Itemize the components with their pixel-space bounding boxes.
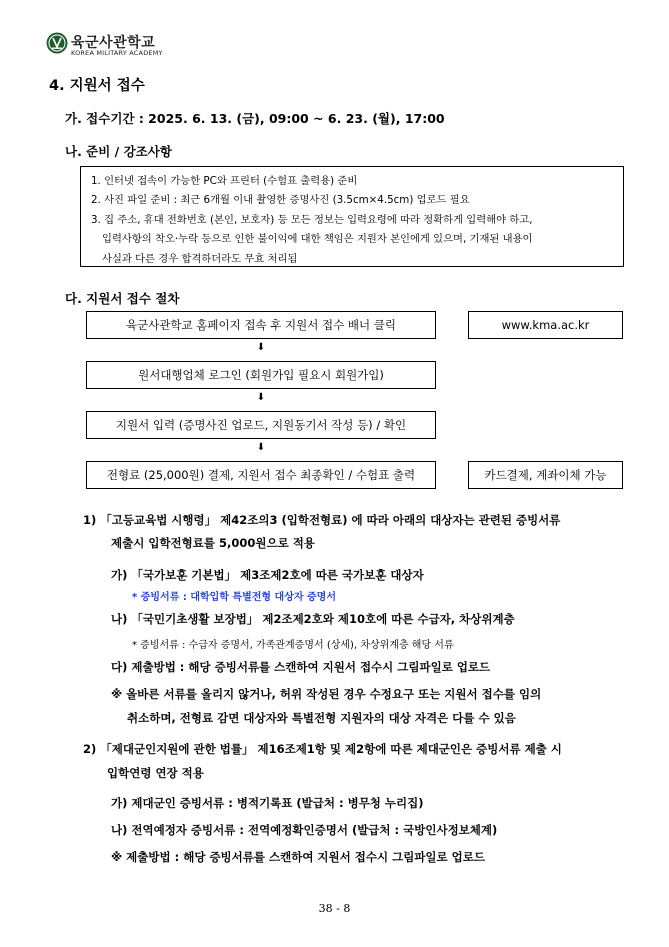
- down-arrow-icon: ⬇: [256, 442, 266, 453]
- procedure-note-payment: 카드결제, 계좌이체 가능: [468, 461, 623, 489]
- section-title: 4. 지원서 접수: [49, 78, 145, 94]
- note-1-line-1: 1) 「고등교육법 시행령」 제42조의3 (입학전형료) 에 따라 아래의 대상자는 관련된 증빙서류: [83, 513, 561, 527]
- prep-title: 나. 준비 / 강조사항: [65, 144, 172, 159]
- note-1a: 가) 「국가보훈 기본법」 제3조제2호에 따른 국가보훈 대상자: [111, 568, 424, 582]
- procedure-step-4: 전형료 (25,000원) 결제, 지원서 접수 최종확인 / 수험표 출력: [86, 461, 436, 489]
- note-2b: 나) 전역예정자 증빙서류 : 전역예정확인증명서 (발급처 : 국방인사정보체계): [111, 823, 498, 837]
- note-1-line-2: 제출시 입학전형료를 5,000원으로 적용: [111, 536, 315, 550]
- procedure-step-3: 지원서 입력 (증명사진 업로드, 지원동기서 작성 등) / 확인: [86, 411, 436, 439]
- note-1-warning-line-2: 취소하며, 전형료 감면 대상자와 특별전형 지원자의 대상 자격은 다를 수 있음: [127, 711, 516, 725]
- note-1b-document: * 증빙서류 : 수급자 증명서, 가족관계증명서 (상세), 차상위계층 해당 서류: [132, 640, 454, 651]
- note-1-warning-line-1: ※ 올바른 서류를 올리지 않거나, 허위 작성된 경우 수정요구 또는 지원서 접수를 임의: [111, 687, 542, 701]
- note-1c: 다) 제출방법 : 해당 증빙서류를 스캔하여 지원서 접수시 그림파일로 업로드: [111, 660, 491, 674]
- prep-notice-box: [80, 166, 624, 267]
- application-period: 가. 접수기간 : 2025. 6. 13. (금), 09:00 ~ 6. 23. (월), 17:00: [65, 111, 445, 126]
- prep-item: 사실과 다른 경우 합격하더라도 무효 처리됨: [102, 252, 298, 265]
- prep-item: 3. 집 주소, 휴대 전화번호 (본인, 보호자) 등 모든 정보는 입력요령에 따라 정확하게 입력해야 하고,: [91, 213, 533, 226]
- prep-item: 2. 사진 파일 준비 : 최근 6개월 이내 촬영한 증명사진 (3.5cm×4.5cm) 업로드 필요: [91, 194, 470, 207]
- down-arrow-icon: ⬇: [256, 392, 266, 403]
- page-number: 38 - 8: [318, 902, 351, 915]
- procedure-title: 다. 지원서 접수 절차: [65, 291, 180, 306]
- procedure-note-url: www.kma.ac.kr: [468, 311, 623, 339]
- down-arrow-icon: ⬇: [256, 342, 266, 353]
- logo-name: 육군사관학교: [71, 35, 156, 51]
- note-1a-document: * 증빙서류 : 대학입학 특별전형 대상자 증명서: [132, 592, 336, 603]
- prep-item: 입력사항의 착오·누락 등으로 인한 불이익에 대한 책임은 지원자 본인에게 있으며, 기재된 내용이: [102, 233, 533, 246]
- note-2-method: ※ 제출방법 : 해당 증빙서류를 스캔하여 지원서 접수시 그림파일로 업로드: [111, 850, 485, 864]
- procedure-step-2: 원서대행업체 로그인 (회원가입 필요시 회원가입): [86, 361, 436, 389]
- kma-logo: [46, 32, 176, 62]
- note-2-line-2: 입학연령 연장 적용: [107, 766, 204, 780]
- procedure-step-1: 육군사관학교 홈페이지 접속 후 지원서 접수 배너 클릭: [86, 311, 436, 339]
- logo-subtitle: KOREA MILITARY ACADEMY: [71, 49, 163, 57]
- note-1b: 나) 「국민기초생활 보장법」 제2조제2호와 제10호에 따른 수급자, 차상위계층: [111, 612, 515, 626]
- kma-seal-icon: [46, 32, 68, 54]
- prep-item: 1. 인터넷 접속이 가능한 PC와 프린터 (수험표 출력용) 준비: [91, 175, 358, 187]
- note-2-line-1: 2) 「제대군인지원에 관한 법률」 제16조제1항 및 제2항에 따른 제대군인은 증빙서류 제출 시: [83, 742, 562, 756]
- note-2a: 가) 제대군인 증빙서류 : 병적기록표 (발급처 : 병무청 누리집): [111, 796, 424, 810]
